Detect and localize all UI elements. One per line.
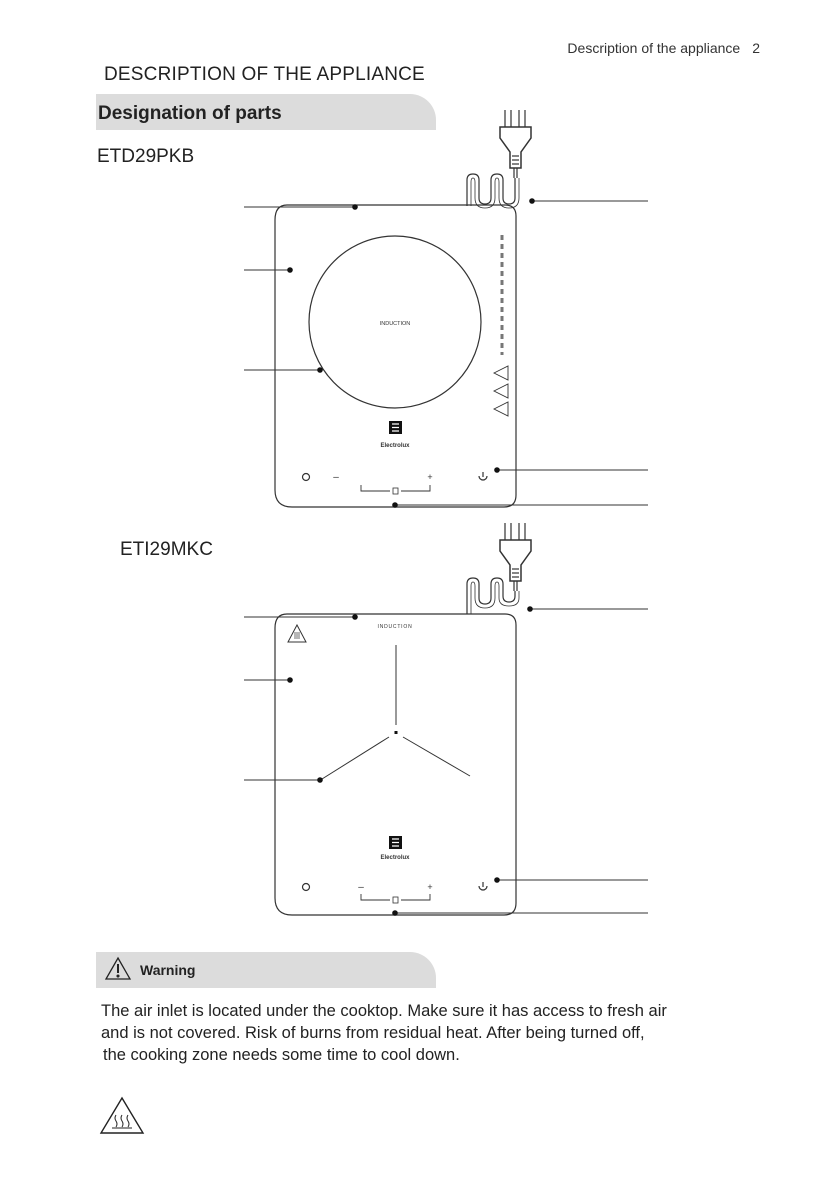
warning-text-line-3: the cooking zone needs some time to cool down. — [103, 1046, 460, 1064]
minus-button[interactable]: – — [358, 882, 364, 893]
warning-text — [101, 1000, 781, 1044]
timer-icon — [303, 474, 310, 481]
lock-icon — [393, 897, 398, 903]
power-cord — [467, 578, 515, 614]
control-panel — [303, 882, 488, 903]
brand-name: Electrolux — [380, 443, 410, 449]
cooktop-eti29mkc — [244, 523, 648, 916]
minus-button[interactable]: – — [333, 472, 339, 483]
plus-button[interactable]: + — [427, 472, 433, 482]
subsection-title: Designation of parts — [98, 103, 282, 124]
power-icon — [479, 882, 487, 890]
model-name-etd29pkb: ETD29PKB — [97, 146, 195, 167]
page-number: 2 — [752, 40, 760, 56]
power-icon — [479, 472, 487, 480]
side-warning-triangles — [494, 366, 508, 416]
section-title: DESCRIPTION OF THE APPLIANCE — [104, 64, 425, 85]
zone-label: INDUCTION — [377, 624, 413, 630]
plus-button[interactable]: + — [427, 882, 433, 892]
cooking-zone-marks — [322, 645, 470, 779]
plug-icon — [500, 110, 531, 178]
zone-label: INDUCTION — [379, 321, 411, 327]
timer-icon — [303, 884, 310, 891]
lock-icon — [393, 488, 398, 494]
electrolux-logo-icon — [389, 421, 402, 434]
electrolux-logo-icon — [389, 836, 402, 849]
control-panel — [303, 472, 488, 494]
running-header-section: Description of the appliance — [567, 40, 741, 56]
model-name-eti29mkc: ETI29MKC — [120, 539, 213, 560]
brand-name: Electrolux — [380, 855, 410, 861]
warning-text-line-2: and is not covered. Risk of burns from residual heat. After being turned off, — [101, 1024, 645, 1042]
cooktop-etd29pkb — [244, 110, 648, 508]
warning-text-line-1: The air inlet is located under the cooktop. Make sure it has access to fresh air — [101, 1002, 667, 1020]
warning-label: Warning — [140, 962, 196, 978]
plug-icon — [500, 523, 531, 591]
hot-surface-icon — [288, 625, 306, 642]
hot-surface-icon — [101, 1098, 143, 1133]
